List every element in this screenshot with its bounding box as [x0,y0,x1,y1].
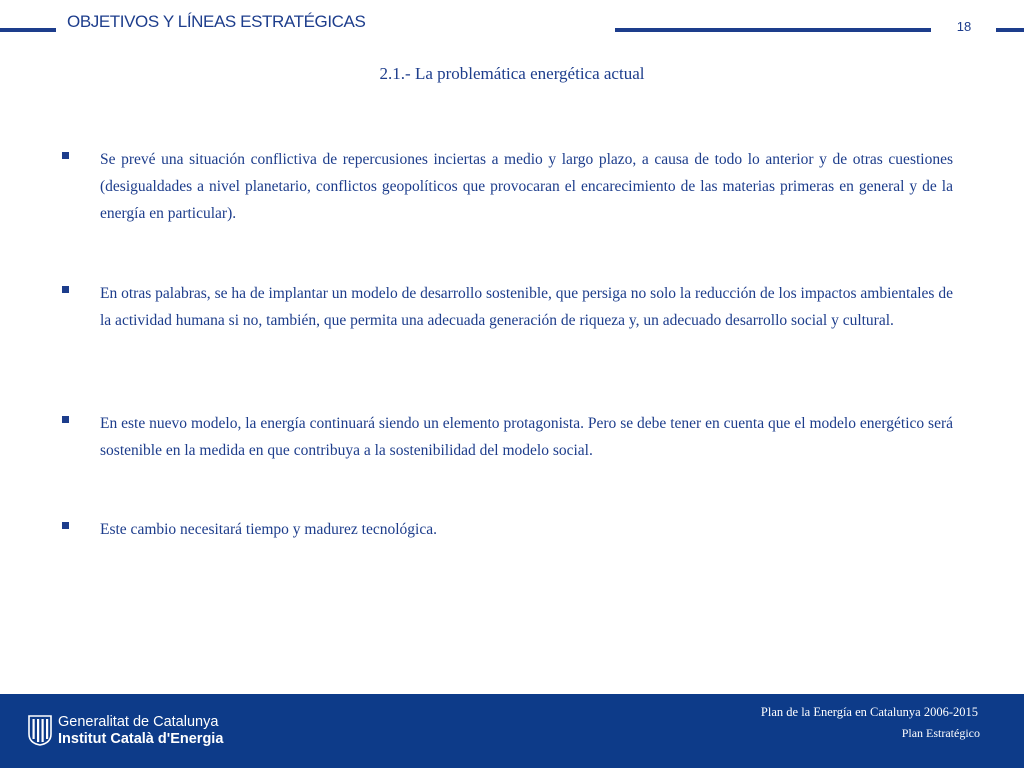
square-bullet-icon [62,522,69,529]
bullet-item [62,280,953,334]
generalitat-emblem-icon [28,714,52,746]
bullet-text: Este cambio necesitará tiempo y madurez tecnológica. [100,521,437,538]
section-title: OBJETIVOS Y LÍNEAS ESTRATÉGICAS [67,12,366,31]
slide-subtitle: 2.1.- La problemática energética actual [379,64,645,83]
square-bullet-icon [62,152,69,159]
bullet-item [62,516,953,543]
bullet-text: En este nuevo modelo, la energía continuará siendo un elemento protagonista. Pero se debe tener en cuenta que el modelo energético será sostenible en la medida en que contribuya a la sostenibilidad del modelo social. [100,415,953,459]
bullet-text: En otras palabras, se ha de implantar un modelo de desarrollo sostenible, que persiga no solo la reducción de los impactos ambientales de la actividad humana si no, también, que permita una adecuada generación de riqueza y, un adecuado desarrollo social y cultural. [100,285,953,329]
square-bullet-icon [62,416,69,423]
header-rule-right [996,28,1024,32]
bullet-text: Se prevé una situación conflictiva de repercusiones inciertas a medio y largo plazo, a causa de todo lo anterior y de otras cuestiones (desigualdades a nivel planetario, conflictos geopolíticos que provocaran el encarecimiento de las materias primeras en general y de la energía en particular). [100,151,953,222]
footer-bar [0,694,1024,768]
page-number: 18 [956,19,972,34]
footer-document-type: Plan Estratégico [901,726,980,740]
bullet-item [62,146,953,227]
logo-text-generalitat: Generalitat de Catalunya [58,714,219,730]
logo-text-institut: Institut Català d'Energia [58,731,224,747]
bullet-item [62,410,953,464]
header-rule-middle [615,28,931,32]
square-bullet-icon [62,286,69,293]
header-rule-left [0,28,56,32]
footer-plan-title: Plan de la Energía en Catalunya 2006-2015 [760,705,978,719]
